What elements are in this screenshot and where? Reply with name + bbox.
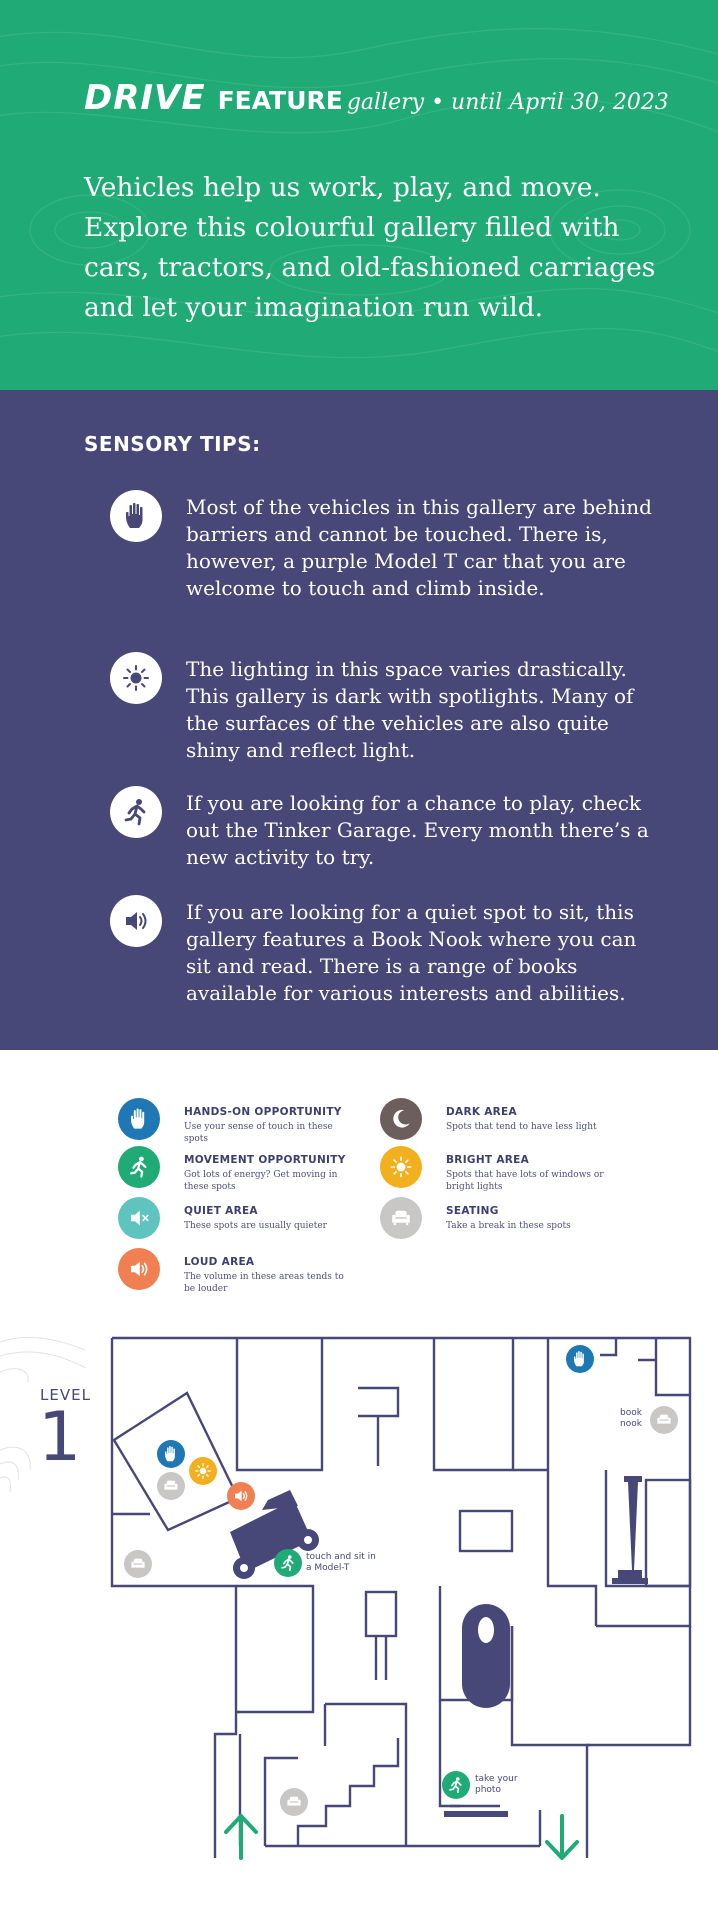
hand-icon (110, 490, 162, 542)
legend-dark-title: DARK AREA (446, 1106, 517, 1118)
legend-dark (380, 1098, 640, 1146)
hand-icon (157, 1440, 185, 1468)
level-label: LEVEL (40, 1386, 91, 1404)
legend-movement-desc: Got lots of energy? Get moving in these spots (184, 1170, 338, 1192)
legend-seating-desc: Take a break in these spots (446, 1221, 571, 1231)
running-person-icon (110, 786, 162, 838)
gallery-title (84, 78, 669, 118)
tip-touch-text: Most of the vehicles in this gallery are behind barriers and cannot be touched. There is, however, a purple Model T car that you are welcome to touch and climb inside. (186, 495, 652, 600)
sun-icon (110, 652, 162, 704)
running-person-icon (442, 1771, 470, 1799)
legend-seating-title: SEATING (446, 1205, 499, 1217)
legend-bright-desc: Spots that have lots of windows or bright lights (446, 1170, 604, 1192)
running-person-icon (274, 1549, 302, 1577)
legend-hands-on (118, 1098, 378, 1146)
armchair-icon (650, 1406, 678, 1434)
legend-quiet-title: QUIET AREA (184, 1205, 258, 1217)
floor-plan-map (0, 1320, 718, 1912)
speaker-icon (110, 895, 162, 947)
running-person-icon (118, 1146, 160, 1188)
armchair-icon (157, 1472, 185, 1500)
legend-hands-on-desc: Use your sense of touch in these spots (184, 1122, 333, 1144)
tower-exhibit (612, 1476, 648, 1584)
title-gallery-dates: gallery • until April 30, 2023 (346, 90, 669, 115)
title-drive: DRIVE (84, 78, 206, 118)
legend-quiet-desc: These spots are usually quieter (184, 1221, 327, 1231)
model-t-label: touch and sit in a Model-T (306, 1552, 376, 1573)
armchair-icon (124, 1550, 152, 1578)
legend-bright (380, 1146, 640, 1194)
down-arrow-icon (547, 1816, 577, 1858)
legend-dark-desc: Spots that tend to have less light (446, 1122, 597, 1132)
legend-loud (118, 1248, 378, 1296)
hand-icon (118, 1098, 160, 1140)
legend-movement-title: MOVEMENT OPPORTUNITY (184, 1154, 346, 1166)
header-banner (0, 0, 718, 390)
legend-loud-title: LOUD AREA (184, 1256, 255, 1268)
speaker-icon (227, 1482, 255, 1510)
armchair-icon (380, 1197, 422, 1239)
legend-seating (380, 1197, 640, 1245)
legend-loud-desc: The volume in these areas tends to be louder (184, 1272, 344, 1294)
speaker-icon (118, 1248, 160, 1290)
title-feature: FEATURE (217, 86, 343, 115)
tip-quiet-text: If you are looking for a quiet spot to sit, this gallery features a Book Nook where you can sit and read. There is a range of books available for various interests and abilities. (186, 900, 637, 1005)
book-nook-label: book nook (620, 1408, 642, 1429)
legend-movement (118, 1146, 378, 1194)
sensory-tips-section (0, 390, 718, 1050)
oval-vehicle-exhibit (462, 1604, 510, 1708)
photo-plinth (444, 1811, 508, 1817)
legend-hands-on-title: HANDS-ON OPPORTUNITY (184, 1106, 342, 1118)
sun-icon (380, 1146, 422, 1188)
up-arrow-icon (226, 1816, 256, 1858)
intro-text: Vehicles help us work, play, and move. Explore this colourful gallery filled with cars, tractors, and old-fashioned carriages and let your imagination run wild. (84, 172, 656, 323)
photo-label: take your photo (475, 1774, 518, 1795)
legend-quiet (118, 1197, 378, 1245)
level-number: 1 (38, 1398, 82, 1477)
sun-icon (189, 1457, 217, 1485)
car-wheel (304, 1536, 312, 1544)
hand-icon (566, 1345, 594, 1373)
legend-bright-title: BRIGHT AREA (446, 1154, 530, 1166)
speaker-mute-icon (118, 1197, 160, 1239)
car-wheel (240, 1564, 248, 1572)
moon-icon (380, 1098, 422, 1140)
tip-lighting-text: The lighting in this space varies drastically. This gallery is dark with spotlights. Many of the surfaces of the vehicles are also quite shiny and reflect light. (186, 657, 634, 762)
armchair-icon (280, 1788, 308, 1816)
sensory-tips-title: SENSORY TIPS: (84, 432, 261, 456)
tip-play-text: If you are looking for a chance to play, check out the Tinker Garage. Every month there’s a new activity to try. (186, 791, 649, 869)
